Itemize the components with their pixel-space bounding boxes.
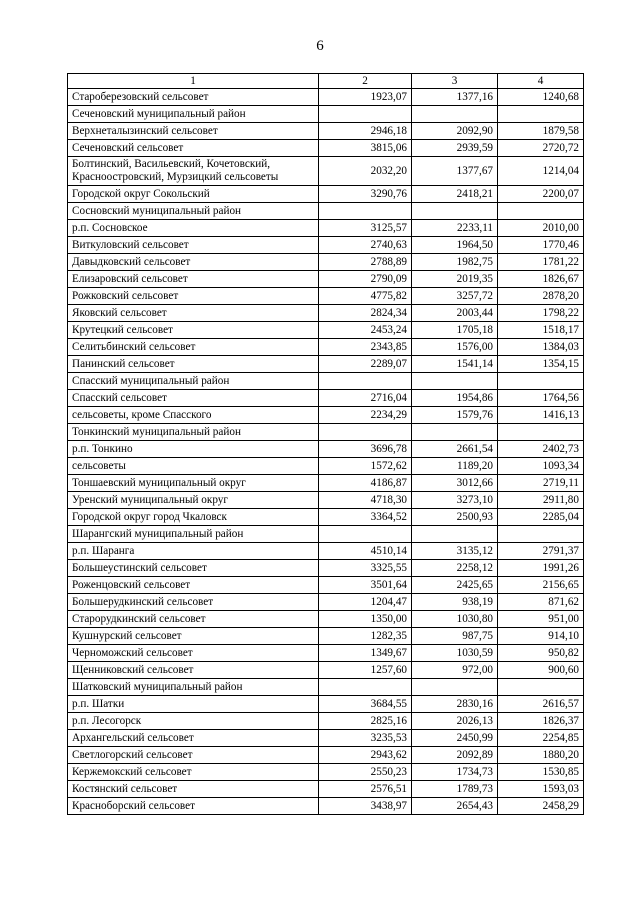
row-label: Рожковский сельсовет — [68, 288, 319, 305]
row-label: Архангельский сельсовет — [68, 730, 319, 747]
row-label: Светлогорский сельсовет — [68, 747, 319, 764]
row-value: 2453,24 — [319, 322, 412, 339]
row-label: Сосновский муниципальный район — [68, 203, 319, 220]
table-row — [68, 186, 584, 203]
table-row — [68, 237, 584, 254]
row-value — [498, 373, 584, 390]
table-row — [68, 611, 584, 628]
row-value: 2576,51 — [319, 781, 412, 798]
row-value: 1240,68 — [498, 89, 584, 106]
table-row — [68, 509, 584, 526]
row-value: 2825,16 — [319, 713, 412, 730]
row-label: Шатковский муниципальный район — [68, 679, 319, 696]
row-value: 2343,85 — [319, 339, 412, 356]
table-row — [68, 123, 584, 140]
row-label: р.п. Шатки — [68, 696, 319, 713]
row-label: р.п. Лесогорск — [68, 713, 319, 730]
row-value: 1789,73 — [412, 781, 498, 798]
row-value — [319, 106, 412, 123]
row-value: 2003,44 — [412, 305, 498, 322]
row-value: 4775,82 — [319, 288, 412, 305]
row-label: Спасский сельсовет — [68, 390, 319, 407]
row-value: 2788,89 — [319, 254, 412, 271]
row-value: 2740,63 — [319, 237, 412, 254]
table-row — [68, 305, 584, 322]
row-value: 4718,30 — [319, 492, 412, 509]
row-label: Большерудкинский сельсовет — [68, 594, 319, 611]
column-header: 4 — [498, 74, 584, 89]
row-label: Уренский муниципальный округ — [68, 492, 319, 509]
row-value: 3501,64 — [319, 577, 412, 594]
row-label: Селитьбинский сельсовет — [68, 339, 319, 356]
row-value: 1781,22 — [498, 254, 584, 271]
row-value: 2233,11 — [412, 220, 498, 237]
table-row — [68, 288, 584, 305]
row-label: Старорудкинский сельсовет — [68, 611, 319, 628]
table-body — [68, 89, 584, 815]
row-value: 2790,09 — [319, 271, 412, 288]
row-label: Кушнурский сельсовет — [68, 628, 319, 645]
row-value: 1734,73 — [412, 764, 498, 781]
row-label: Елизаровский сельсовет — [68, 271, 319, 288]
row-value: 1764,56 — [498, 390, 584, 407]
row-value: 1214,04 — [498, 157, 584, 186]
row-value: 1923,07 — [319, 89, 412, 106]
row-value: 1377,67 — [412, 157, 498, 186]
table-row — [68, 645, 584, 662]
row-value: 2550,23 — [319, 764, 412, 781]
row-value: 987,75 — [412, 628, 498, 645]
row-value: 2425,65 — [412, 577, 498, 594]
row-value: 1541,14 — [412, 356, 498, 373]
column-header: 2 — [319, 74, 412, 89]
row-label: Сеченовский сельсовет — [68, 140, 319, 157]
header-row — [68, 74, 584, 89]
row-value: 3696,78 — [319, 441, 412, 458]
row-label: Яковский сельсовет — [68, 305, 319, 322]
row-value: 2254,85 — [498, 730, 584, 747]
table-row — [68, 373, 584, 390]
row-value: 3125,57 — [319, 220, 412, 237]
row-label: Костянский сельсовет — [68, 781, 319, 798]
row-label: р.п. Тонкино — [68, 441, 319, 458]
table-row — [68, 203, 584, 220]
row-label: Спасский муниципальный район — [68, 373, 319, 390]
table-row — [68, 390, 584, 407]
row-value: 2092,89 — [412, 747, 498, 764]
table-row — [68, 594, 584, 611]
row-value: 914,10 — [498, 628, 584, 645]
row-value: 1349,67 — [319, 645, 412, 662]
row-value: 2716,04 — [319, 390, 412, 407]
column-header: 3 — [412, 74, 498, 89]
row-value: 1354,15 — [498, 356, 584, 373]
row-value: 871,62 — [498, 594, 584, 611]
row-label: Сеченовский муниципальный район — [68, 106, 319, 123]
row-value: 3257,72 — [412, 288, 498, 305]
row-value: 2285,04 — [498, 509, 584, 526]
row-value — [319, 679, 412, 696]
row-value: 1576,00 — [412, 339, 498, 356]
row-value: 2719,11 — [498, 475, 584, 492]
table-row — [68, 543, 584, 560]
row-label: р.п. Сосновское — [68, 220, 319, 237]
row-value: 2258,12 — [412, 560, 498, 577]
row-value — [498, 424, 584, 441]
row-value: 1093,34 — [498, 458, 584, 475]
table-row — [68, 157, 584, 186]
row-value: 1798,22 — [498, 305, 584, 322]
row-label: Красноборский сельсовет — [68, 798, 319, 815]
row-value: 951,00 — [498, 611, 584, 628]
row-value — [498, 679, 584, 696]
table-row — [68, 730, 584, 747]
table-row — [68, 679, 584, 696]
row-value: 2500,93 — [412, 509, 498, 526]
row-value — [412, 424, 498, 441]
table-row — [68, 577, 584, 594]
row-value: 2878,20 — [498, 288, 584, 305]
table-row — [68, 662, 584, 679]
table-row — [68, 560, 584, 577]
row-value: 2200,07 — [498, 186, 584, 203]
table-row — [68, 441, 584, 458]
row-value: 2450,99 — [412, 730, 498, 747]
row-label: Большеустинский сельсовет — [68, 560, 319, 577]
table-row — [68, 254, 584, 271]
row-value: 2946,18 — [319, 123, 412, 140]
row-value: 972,00 — [412, 662, 498, 679]
row-value — [412, 526, 498, 543]
row-value — [498, 106, 584, 123]
row-value: 2156,65 — [498, 577, 584, 594]
row-value: 3364,52 — [319, 509, 412, 526]
row-value — [498, 526, 584, 543]
row-value: 1282,35 — [319, 628, 412, 645]
row-value — [319, 526, 412, 543]
row-value: 2234,29 — [319, 407, 412, 424]
row-value: 1579,76 — [412, 407, 498, 424]
column-header: 1 — [68, 74, 319, 89]
row-value: 1826,37 — [498, 713, 584, 730]
row-value: 1880,20 — [498, 747, 584, 764]
row-value: 2458,29 — [498, 798, 584, 815]
row-value — [412, 203, 498, 220]
row-value: 2032,20 — [319, 157, 412, 186]
page-number: 6 — [316, 38, 324, 54]
row-label: Роженцовский сельсовет — [68, 577, 319, 594]
row-value: 1416,13 — [498, 407, 584, 424]
row-label: Панинский сельсовет — [68, 356, 319, 373]
row-value: 2616,57 — [498, 696, 584, 713]
row-value — [412, 373, 498, 390]
row-value: 1189,20 — [412, 458, 498, 475]
row-value: 1350,00 — [319, 611, 412, 628]
row-value: 2010,00 — [498, 220, 584, 237]
row-label: Щенниковский сельсовет — [68, 662, 319, 679]
table-row — [68, 713, 584, 730]
table-row — [68, 781, 584, 798]
table-row — [68, 526, 584, 543]
row-value — [319, 373, 412, 390]
table-row — [68, 458, 584, 475]
row-value: 1982,75 — [412, 254, 498, 271]
row-value: 3012,66 — [412, 475, 498, 492]
row-value: 1991,26 — [498, 560, 584, 577]
row-label: Шарангский муниципальный район — [68, 526, 319, 543]
row-label: Кержемокский сельсовет — [68, 764, 319, 781]
table-row — [68, 628, 584, 645]
row-label: Давыдковский сельсовет — [68, 254, 319, 271]
row-value — [319, 203, 412, 220]
row-label: Тонкинский муниципальный район — [68, 424, 319, 441]
row-value: 3273,10 — [412, 492, 498, 509]
table-row — [68, 747, 584, 764]
row-label: Тоншаевский муниципальный округ — [68, 475, 319, 492]
table-row — [68, 106, 584, 123]
row-value: 3135,12 — [412, 543, 498, 560]
table-row — [68, 339, 584, 356]
row-label: Городской округ город Чкаловск — [68, 509, 319, 526]
row-label: Верхнеталызинский сельсовет — [68, 123, 319, 140]
row-value: 2943,62 — [319, 747, 412, 764]
data-table — [67, 73, 584, 815]
row-value: 2402,73 — [498, 441, 584, 458]
row-value: 2289,07 — [319, 356, 412, 373]
table-row — [68, 407, 584, 424]
table-row — [68, 322, 584, 339]
table-row — [68, 89, 584, 106]
row-value: 2661,54 — [412, 441, 498, 458]
row-value: 950,82 — [498, 645, 584, 662]
row-value — [412, 679, 498, 696]
table-row — [68, 140, 584, 157]
row-value: 900,60 — [498, 662, 584, 679]
row-value: 3325,55 — [319, 560, 412, 577]
row-value: 2019,35 — [412, 271, 498, 288]
row-value — [498, 203, 584, 220]
row-value: 3438,97 — [319, 798, 412, 815]
row-value: 1572,62 — [319, 458, 412, 475]
row-value: 1593,03 — [498, 781, 584, 798]
row-label: Болтинский, Васильевский, Кочетовский, Красноостровский, Мурзицкий сельсоветы — [68, 157, 319, 186]
row-value: 1954,86 — [412, 390, 498, 407]
row-value: 1879,58 — [498, 123, 584, 140]
table-row — [68, 271, 584, 288]
row-label: Виткуловский сельсовет — [68, 237, 319, 254]
row-label: Крутецкий сельсовет — [68, 322, 319, 339]
row-value: 1826,67 — [498, 271, 584, 288]
row-value: 1030,80 — [412, 611, 498, 628]
row-label: Городской округ Сокольский — [68, 186, 319, 203]
row-value — [412, 106, 498, 123]
row-value: 1530,85 — [498, 764, 584, 781]
table-row — [68, 696, 584, 713]
row-value: 3290,76 — [319, 186, 412, 203]
row-value: 1705,18 — [412, 322, 498, 339]
row-value — [319, 424, 412, 441]
row-value: 4510,14 — [319, 543, 412, 560]
row-value: 3684,55 — [319, 696, 412, 713]
row-value: 2720,72 — [498, 140, 584, 157]
row-value: 1030,59 — [412, 645, 498, 662]
row-label: сельсоветы, кроме Спасского — [68, 407, 319, 424]
row-value: 1964,50 — [412, 237, 498, 254]
row-value: 2418,21 — [412, 186, 498, 203]
table-row — [68, 220, 584, 237]
row-value: 4186,87 — [319, 475, 412, 492]
row-value: 2791,37 — [498, 543, 584, 560]
row-value: 1518,17 — [498, 322, 584, 339]
table-row — [68, 475, 584, 492]
row-value: 2939,59 — [412, 140, 498, 157]
row-value: 2026,13 — [412, 713, 498, 730]
row-label: Староберезовский сельсовет — [68, 89, 319, 106]
table-row — [68, 492, 584, 509]
table-row — [68, 764, 584, 781]
row-value: 2654,43 — [412, 798, 498, 815]
row-value: 2092,90 — [412, 123, 498, 140]
row-value: 1257,60 — [319, 662, 412, 679]
table-row — [68, 424, 584, 441]
row-value: 1204,47 — [319, 594, 412, 611]
row-label: сельсоветы — [68, 458, 319, 475]
row-value: 2830,16 — [412, 696, 498, 713]
row-value: 1384,03 — [498, 339, 584, 356]
row-value: 2824,34 — [319, 305, 412, 322]
row-label: р.п. Шаранга — [68, 543, 319, 560]
table-row — [68, 798, 584, 815]
row-label: Черноможский сельсовет — [68, 645, 319, 662]
table-row — [68, 356, 584, 373]
row-value: 2911,80 — [498, 492, 584, 509]
row-value: 3815,06 — [319, 140, 412, 157]
row-value: 1770,46 — [498, 237, 584, 254]
row-value: 3235,53 — [319, 730, 412, 747]
row-value: 938,19 — [412, 594, 498, 611]
row-value: 1377,16 — [412, 89, 498, 106]
